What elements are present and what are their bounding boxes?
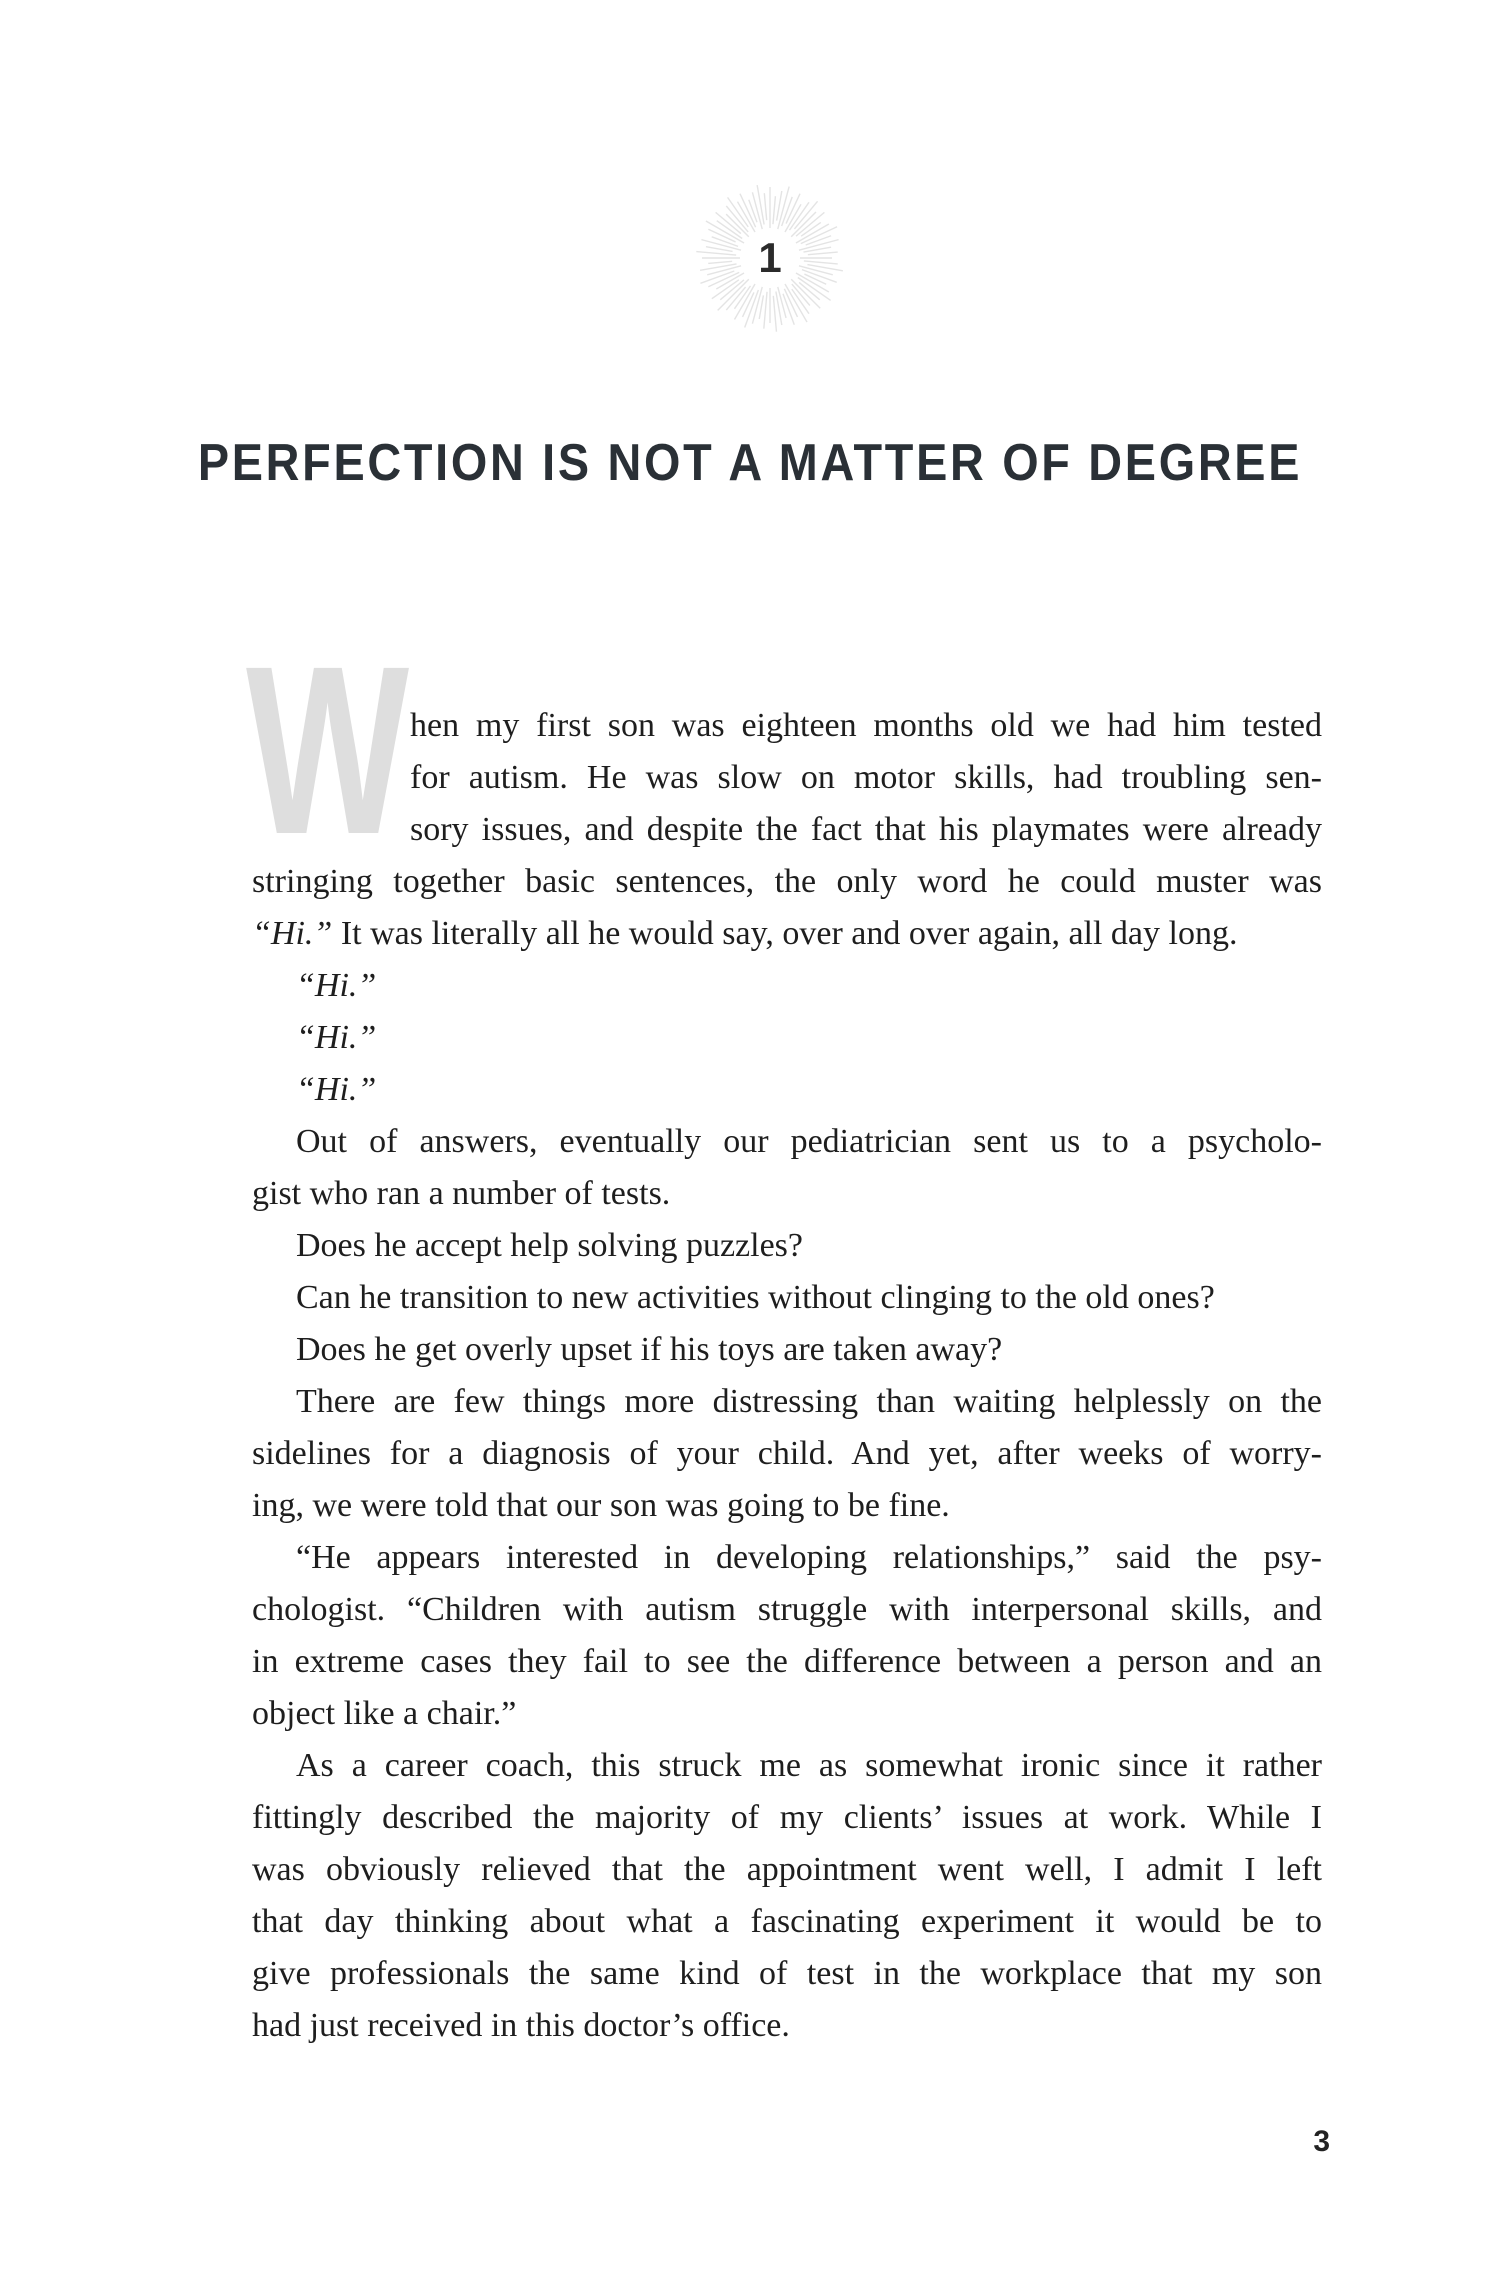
quote-line: “Hi.” [296, 1019, 377, 1056]
emphasis-hi: “Hi.” [252, 915, 333, 952]
text-line: that day thinking about what a fascinating experiment it would be to [252, 1903, 1322, 1940]
text-line: sidelines for a diagnosis of your child. And yet, after weeks of worry- [252, 1435, 1322, 1472]
text-line [252, 908, 1322, 960]
text-line: There are few things more distressing than waiting helplessly on the [296, 1383, 1322, 1420]
text-line: stringing together basic sentences, the only word he could muster was [252, 863, 1322, 900]
quote-line: “Hi.” [296, 1071, 377, 1108]
text-line: had just received in this doctor’s office. [252, 2007, 790, 2044]
text-fragment: It was literally all he would say, over and over again, all day long. [332, 915, 1238, 952]
quote-line: “Hi.” [296, 967, 377, 1004]
chapter-number: 1 [758, 234, 782, 281]
chapter-number-ornament [690, 178, 850, 338]
text-line: Out of answers, eventually our pediatrician sent us to a psycholo- [296, 1123, 1322, 1160]
text-line: As a career coach, this struck me as somewhat ironic since it rather [296, 1747, 1322, 1784]
question-line: Does he get overly upset if his toys are taken away? [296, 1331, 1003, 1368]
question-line: Can he transition to new activities without clinging to the old ones? [296, 1279, 1215, 1316]
text-line: “He appears interested in developing relationships,” said the psy- [296, 1539, 1322, 1576]
question-line: Does he accept help solving puzzles? [296, 1227, 803, 1264]
text-line: chologist. “Children with autism struggle with interpersonal skills, and [252, 1591, 1322, 1628]
text-line: was obviously relieved that the appointment went well, I admit I left [252, 1851, 1322, 1888]
text-line: gist who ran a number of tests. [252, 1175, 671, 1212]
drop-cap-letter: W [246, 616, 410, 884]
text-line: ing, we were told that our son was going to be fine. [252, 1487, 950, 1524]
text-line: for autism. He was slow on motor skills, had troubling sen- [410, 759, 1322, 796]
text-line: fittingly described the majority of my clients’ issues at work. While I [252, 1799, 1322, 1836]
text-line: give professionals the same kind of test in the workplace that my son [252, 1955, 1322, 1992]
text-line: in extreme cases they fail to see the difference between a person and an [252, 1643, 1322, 1680]
text-line: hen my first son was eighteen months old we had him tested [410, 707, 1322, 744]
page-number: 3 [1313, 2125, 1330, 2158]
body-text [252, 700, 1322, 2052]
text-line: sory issues, and despite the fact that his playmates were already [410, 811, 1322, 848]
chapter-title: PERFECTION IS NOT A MATTER OF DEGREE [197, 434, 1303, 492]
text-line: object like a chair.” [252, 1695, 517, 1732]
